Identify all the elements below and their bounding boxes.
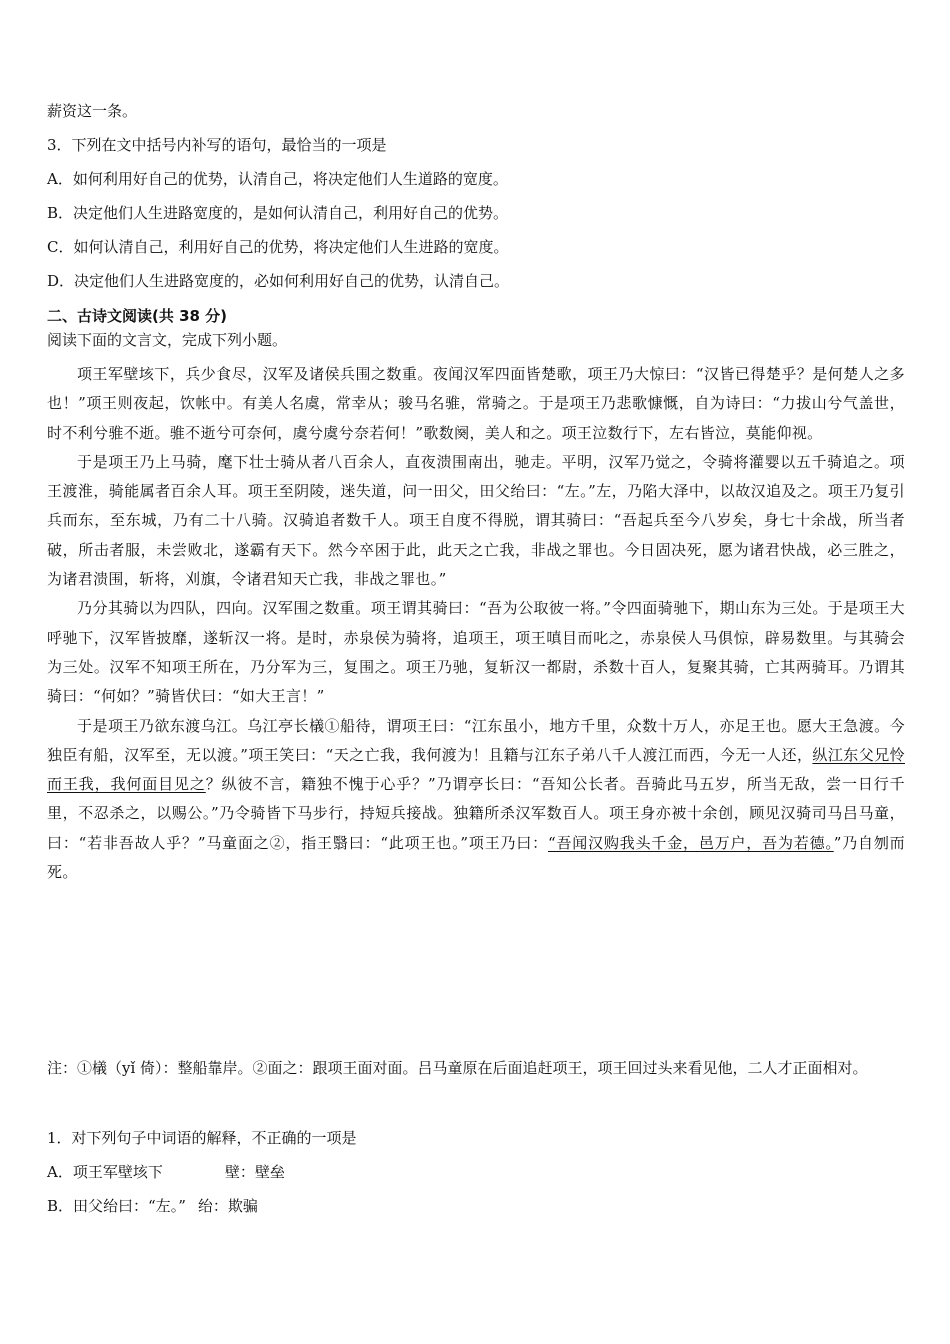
question-3-option-c: C．如何认清自己，利用好自己的优势，将决定他们人生进路的宽度。 [47,238,509,256]
question-1-option-a-gloss: 壁：壁垒 [224,1163,285,1181]
question-3-option-a: A．如何利用好自己的优势，认清自己，将决定他们人生道路的宽度。 [47,170,508,188]
passage-p4-part-c: ”乃自刎而死。 [47,833,906,882]
top-fragment: 薪资这一条。 [47,102,138,120]
underlined-sentence-1: 纵江东父兄怜而王我，我何面目见之 [47,745,905,794]
classical-passage [47,360,905,887]
question-1-option-b [47,1196,258,1216]
passage-p4-part-b: ？纵彼不言，籍独不愧于心乎？”乃谓亭长曰：“吾知公长者。吾骑此马五岁，所当无敌，尝一日行千里，不忍杀之，以赐公。”乃令骑皆下马步行，持短兵接战。独籍所杀汉军数百人。项王身亦被十余创，顾见汉骑司马吕马童，曰：“若非吾故人乎？”马童面之②，指王翳曰：“此项王也。”项王乃曰： [47,775,905,852]
section-2-instruction: 阅读下面的文言文，完成下列小题。 [47,331,288,349]
question-1-option-a-text: A．项王军壁垓下 [47,1163,163,1181]
question-1-option-b-text: B．田父绐曰：“左。” [47,1197,186,1215]
question-1-option-a [47,1162,285,1182]
question-1-stem: 1．对下列句子中词语的解释，不正确的一项是 [47,1129,357,1147]
passage-paragraph-2: 于是项王乃上马骑，麾下壮士骑从者八百余人，直夜溃围南出，驰走。平明，汉军乃觉之，令骑将灌婴以五千骑追之。项王渡淮，骑能属者百余人耳。项王至阴陵，迷失道，问一田父，田父绐曰：“左。”左，乃陷大泽中，以故汉追及之。项王乃复引兵而东，至东城，乃有二十八骑。汉骑追者数千人。项王自度不得脱，谓其骑曰：“吾起兵至今八岁矣，身七十余战，所当者破，所击者服，未尝败北，遂霸有天下。然今卒困于此，此天之亡我，非战之罪也。今日固决死，愿为诸君快战，必三胜之，为诸君溃围，斩将，刈旗，令诸君知天亡我，非战之罪也。” [47,452,905,589]
passage-p4-part-a: 于是项王乃欲东渡乌江。乌江亭长檥①船待，谓项王曰：“江东虽小，地方千里，众数十万人，亦足王也。愿大王急渡。今独臣有船，汉军至，无以渡。”项王笑曰：“天之亡我，我何渡为！且籍与江东子弟八千人渡江而西，今无一人还， [47,716,905,764]
passage-paragraph-1: 项王军壁垓下，兵少食尽，汉军及诸侯兵围之数重。夜闻汉军四面皆楚歌，项王乃大惊曰：“汉皆已得楚乎？是何楚人之多也！”项王则夜起，饮帐中。有美人名虞，常幸从；骏马名骓，常骑之。于是项王乃悲歌慷慨，自为诗曰：“力拔山兮气盖世，时不利兮骓不逝。骓不逝兮可奈何，虞兮虞兮奈若何！”歌数阕，美人和之。项王泣数行下，左右皆泣，莫能仰视。 [47,365,905,442]
passage-paragraph-4 [47,712,905,888]
question-1-option-b-gloss: 绐：欺骗 [197,1197,258,1215]
question-3-option-d: D．决定他们人生进路宽度的，必如何利用好自己的优势，认清自己。 [47,272,510,290]
section-2-title: 二、古诗文阅读(共 38 分) [47,307,228,325]
passage-paragraph-3: 乃分其骑以为四队，四向。汉军围之数重。项王谓其骑曰：“吾为公取彼一将。”令四面骑驰下，期山东为三处。于是项王大呼驰下，汉军皆披靡，遂斩汉一将。是时，赤泉侯为骑将，追项王，项王嗔目而叱之，赤泉侯人马俱惊，辟易数里。与其骑会为三处。汉军不知项王所在，乃分军为三，复围之。项王乃驰，复斩汉一都尉，杀数十百人，复聚其骑，亡其两骑耳。乃谓其骑曰：“何如？”骑皆伏曰：“如大王言！” [47,599,905,706]
question-3-option-b: B．决定他们人生进路宽度的，是如何认清自己，利用好自己的优势。 [47,204,509,222]
underlined-sentence-2: “吾闻汉购我头千金，邑万户，吾为若德。 [548,833,834,852]
annotation-note: 注：①檥（yǐ 倚）：整船靠岸。②面之：跟项王面对面。吕马童原在后面追赶项王，项王回过头来看见他，二人才正面相对。 [47,1059,868,1077]
question-3-stem: 3．下列在文中括号内补写的语句，最恰当的一项是 [47,136,387,154]
